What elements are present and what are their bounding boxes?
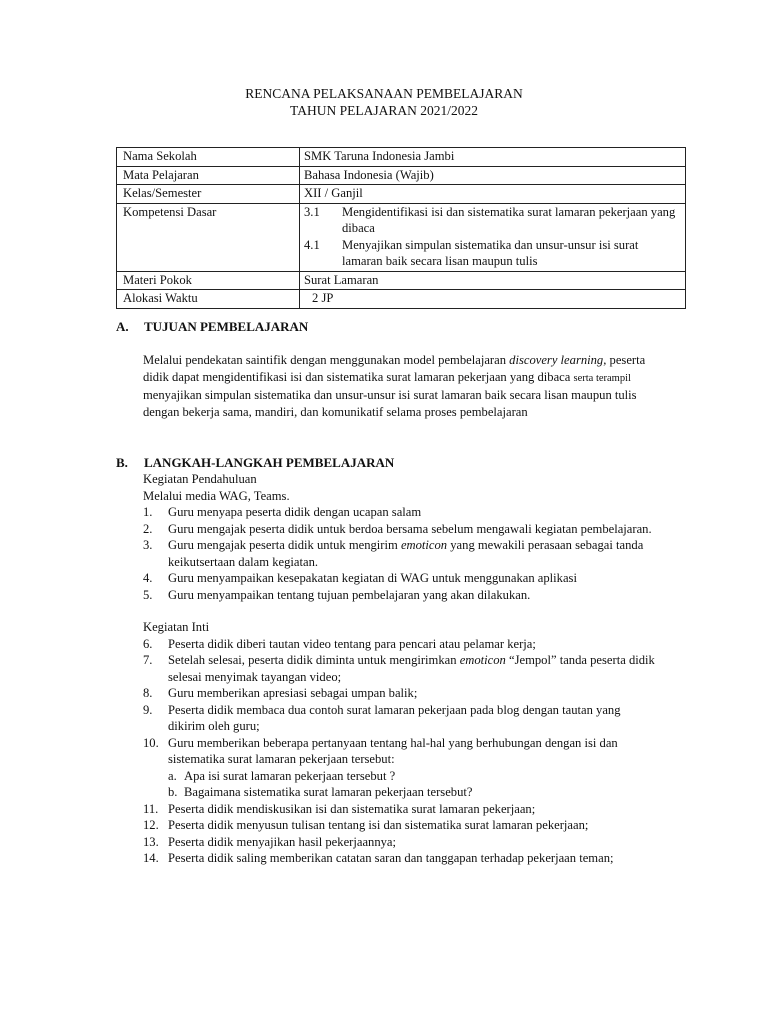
item-text: Guru menyapa peserta didik dengan ucapan salam bbox=[168, 505, 422, 519]
list-item bbox=[143, 587, 658, 604]
steps-list bbox=[143, 471, 658, 867]
item-number: 2. bbox=[143, 521, 153, 536]
competency-text: Mengidentifikasi isi dan sistematika surat lamaran pekerjaan yang dibaca bbox=[342, 204, 676, 235]
item-emphasis: emoticon bbox=[400, 538, 448, 552]
competency-number: 3.1 bbox=[304, 204, 320, 219]
competency-list bbox=[300, 203, 686, 271]
table-value: Surat Lamaran bbox=[300, 271, 686, 290]
item-text: Guru menyampaikan kesepakatan kegiatan di WAG untuk menggunakan aplikasi bbox=[168, 571, 577, 585]
table-label: Kelas/Semester bbox=[117, 185, 300, 204]
item-number: 7. bbox=[143, 653, 153, 667]
list-item bbox=[143, 834, 658, 851]
item-text: Guru menyampaikan tentang tujuan pembelajaran yang akan dilakukan. bbox=[168, 587, 531, 602]
list-item bbox=[143, 735, 658, 768]
paragraph-emphasis: discovery learning, bbox=[509, 353, 607, 367]
item-number: 11. bbox=[143, 801, 159, 816]
item-text: Guru mengajak peserta didik untuk berdoa bersama sebelum mengawali kegiatan pembelajaran. bbox=[168, 521, 652, 536]
paragraph-text: menyajikan simpulan sistematika dan unsur-unsur isi surat lamaran baik secara lisan maupun tulis dengan bekerja sama, mandiri, dan komunikatif selama proses pembelajaran bbox=[143, 388, 637, 419]
list-item bbox=[143, 850, 658, 867]
sub-item bbox=[143, 784, 658, 801]
item-text: Guru mengajak peserta didik untuk mengirim bbox=[168, 538, 401, 552]
table-label: Alokasi Waktu bbox=[117, 290, 300, 309]
identity-table bbox=[116, 147, 686, 309]
item-number: 12. bbox=[143, 818, 159, 832]
table-row bbox=[117, 271, 686, 290]
item-number: 4. bbox=[143, 571, 153, 585]
item-text: Peserta didik menyajikan hasil pekerjaannya; bbox=[168, 834, 397, 849]
paragraph-text: Melalui pendekatan saintifik dengan menggunakan model pembelajaran bbox=[143, 353, 510, 367]
sub-item-letter: a. bbox=[168, 768, 177, 783]
list-item bbox=[143, 504, 658, 521]
section-title: LANGKAH-LANGKAH PEMBELAJARAN bbox=[144, 455, 395, 470]
item-number: 5. bbox=[143, 587, 153, 602]
item-number: 10. bbox=[143, 735, 159, 750]
section-heading-a bbox=[116, 319, 308, 336]
document-title: RENCANA PELAKSANAAN PEMBELAJARAN bbox=[245, 86, 523, 101]
list-item bbox=[143, 652, 658, 685]
table-label: Materi Pokok bbox=[117, 271, 300, 290]
item-text: Peserta didik mendiskusikan isi dan sistematika surat lamaran pekerjaan; bbox=[168, 801, 536, 816]
section-letter: A. bbox=[116, 319, 129, 334]
list-item bbox=[143, 521, 658, 538]
table-label: Mata Pelajaran bbox=[117, 166, 300, 185]
document-subtitle: TAHUN PELAJARAN 2021/2022 bbox=[290, 103, 478, 118]
section-title: TUJUAN PEMBELAJARAN bbox=[144, 319, 309, 334]
subheading: Kegiatan Inti bbox=[143, 620, 210, 634]
sub-item-letter: b. bbox=[168, 785, 178, 799]
media-note: Melalui media WAG, Teams. bbox=[143, 488, 290, 503]
item-number: 9. bbox=[143, 702, 153, 717]
table-label: Kompetensi Dasar bbox=[117, 203, 300, 271]
competency-number: 4.1 bbox=[304, 237, 320, 252]
table-row bbox=[117, 290, 686, 309]
table-value: XII / Ganjil bbox=[300, 185, 686, 204]
item-text: Guru memberikan apresiasi sebagai umpan balik; bbox=[168, 686, 418, 700]
item-number: 14. bbox=[143, 851, 159, 865]
item-emphasis: emoticon bbox=[459, 653, 506, 667]
item-number: 8. bbox=[143, 686, 153, 700]
competency-item bbox=[304, 237, 681, 270]
item-text: Peserta didik membaca dua contoh surat lamaran pekerjaan pada blog dengan tautan yang dikirim oleh guru; bbox=[168, 702, 621, 733]
table-value: Bahasa Indonesia (Wajib) bbox=[300, 166, 686, 185]
list-item bbox=[143, 702, 658, 735]
item-number: 13. bbox=[143, 834, 159, 849]
item-text: Peserta didik saling memberikan catatan saran dan tanggapan terhadap pekerjaan teman; bbox=[168, 851, 614, 865]
paragraph-text: peserta didik dapat mengidentifikasi isi dan sistematika surat lamaran pekerjaan yang dibaca bbox=[143, 353, 646, 384]
item-text: yang mewakili perasaan sebagai tanda keikutsertaan dalam kegiatan. bbox=[168, 538, 644, 569]
list-item bbox=[143, 817, 658, 834]
sub-item-text: Apa isi surat lamaran pekerjaan tersebut ? bbox=[184, 768, 396, 783]
table-value: 2 JP bbox=[300, 290, 686, 309]
subheading: Kegiatan Pendahuluan bbox=[143, 472, 257, 486]
table-row bbox=[117, 166, 686, 185]
sub-item bbox=[143, 768, 658, 785]
table-row bbox=[117, 148, 686, 167]
paragraph-small-text: serta terampil bbox=[573, 372, 631, 384]
table-row bbox=[117, 203, 686, 271]
list-item bbox=[143, 570, 658, 587]
item-text: Guru memberikan beberapa pertanyaan tentang hal-hal yang berhubungan dengan isi dan sistematika surat lamaran pekerjaan tersebut: bbox=[168, 735, 618, 766]
item-text: Setelah selesai, peserta didik diminta untuk mengirimkan bbox=[168, 653, 460, 667]
section-heading-b bbox=[116, 455, 394, 472]
list-item bbox=[143, 685, 658, 702]
list-item bbox=[143, 801, 658, 818]
item-text: “Jempol” tanda peserta didik selesai menyimak tayangan video; bbox=[168, 653, 655, 684]
competency-text: Menyajikan simpulan sistematika dan unsur-unsur isi surat lamaran baik secara lisan maupun tulis bbox=[342, 237, 639, 268]
table-row bbox=[117, 185, 686, 204]
sub-item-text: Bagaimana sistematika surat lamaran pekerjaan tersebut? bbox=[184, 785, 473, 799]
section-letter: B. bbox=[116, 455, 128, 470]
competency-item bbox=[304, 204, 681, 237]
objective-paragraph bbox=[143, 352, 653, 420]
list-item bbox=[143, 636, 658, 653]
item-number: 3. bbox=[143, 538, 153, 552]
item-text: Peserta didik menyusun tulisan tentang isi dan sistematika surat lamaran pekerjaan; bbox=[168, 818, 589, 832]
list-item bbox=[143, 537, 658, 570]
item-number: 6. bbox=[143, 636, 153, 651]
table-label: Nama Sekolah bbox=[117, 148, 300, 167]
table-value: SMK Taruna Indonesia Jambi bbox=[300, 148, 686, 167]
item-number: 1. bbox=[143, 505, 153, 519]
item-text: Peserta didik diberi tautan video tentang para pencari atau pelamar kerja; bbox=[168, 636, 536, 651]
